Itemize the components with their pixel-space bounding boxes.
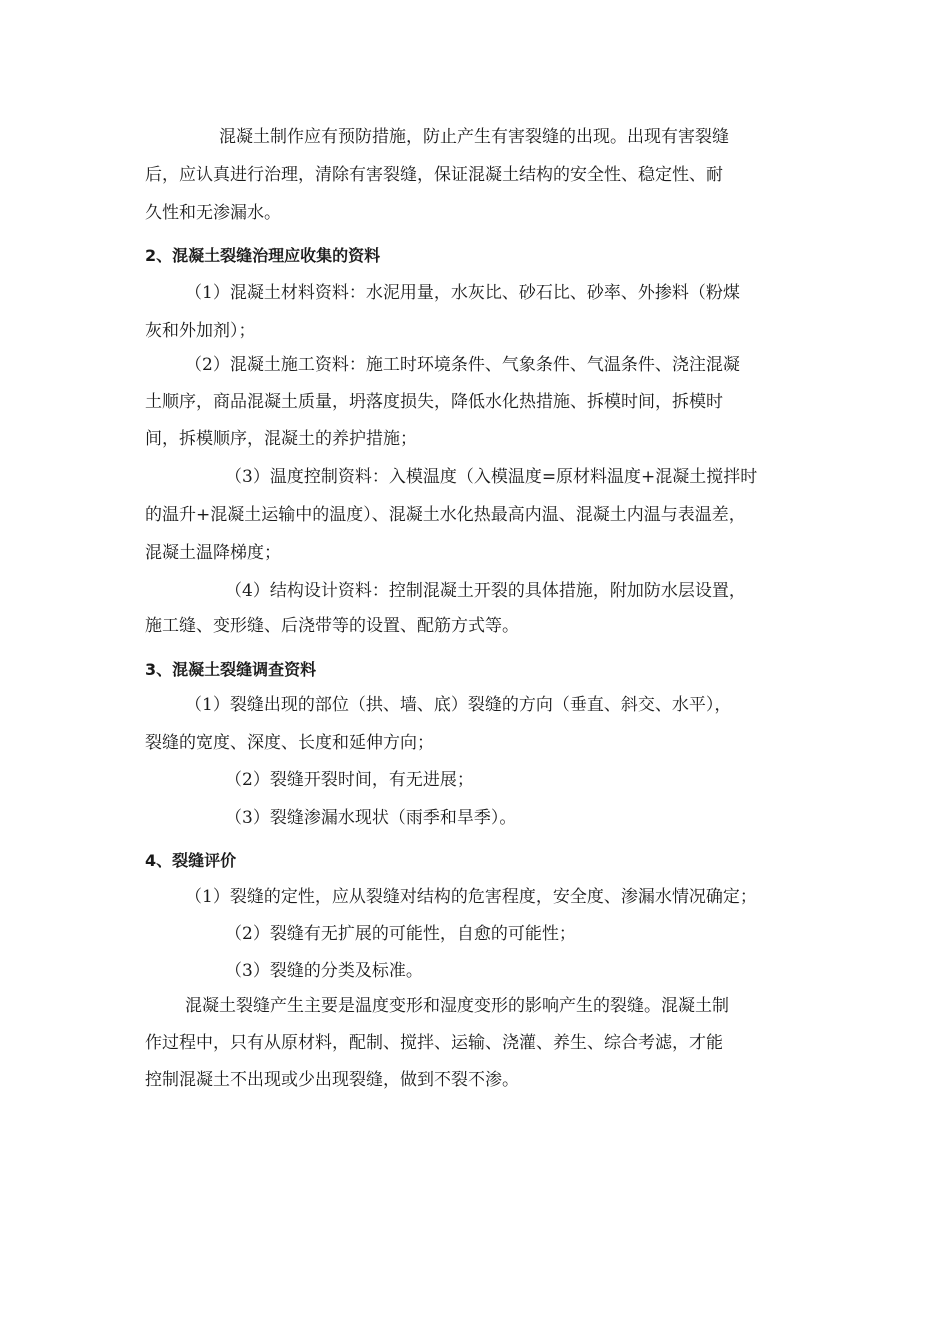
section-2-item-2-line-2: 土顺序，商品混凝土质量，坍落度损失，降低水化热措施、拆模时间，拆模时: [145, 392, 723, 412]
section-2-heading: 2、混凝土裂缝治理应收集的资料: [145, 246, 381, 265]
section-4-heading: 4、裂缝评价: [145, 851, 237, 870]
conclusion-line-3: 控制混凝土不出现或少出现裂缝，做到不裂不渗。: [145, 1070, 519, 1090]
section-3-item-3: （3）裂缝渗漏水现状（雨季和旱季）。: [225, 808, 517, 828]
section-2-item-4-line-2: 施工缝、变形缝、后浇带等的设置、配筋方式等。: [145, 616, 519, 636]
conclusion-line-1: 混凝土裂缝产生主要是温度变形和湿度变形的影响产生的裂缝。混凝土制: [185, 996, 729, 1016]
section-4-item-3: （3）裂缝的分类及标准。: [225, 961, 423, 981]
intro-line-1: 混凝土制作应有预防措施，防止产生有害裂缝的出现。出现有害裂缝: [219, 127, 729, 147]
section-2-item-1-line-1: （1）混凝土材料资料：水泥用量，水灰比、砂石比、砂率、外掺料（粉煤: [185, 283, 740, 303]
section-2-item-4-line-1: （4）结构设计资料：控制混凝土开裂的具体措施，附加防水层设置，: [225, 581, 746, 601]
section-3-item-2: （2）裂缝开裂时间，有无进展；: [225, 770, 474, 790]
section-4-item-2: （2）裂缝有无扩展的可能性，自愈的可能性；: [225, 924, 576, 944]
section-2-item-2-line-1: （2）混凝土施工资料：施工时环境条件、气象条件、气温条件、浇注混凝: [185, 355, 740, 375]
intro-line-3: 久性和无渗漏水。: [145, 203, 281, 223]
intro-line-2: 后，应认真进行治理，清除有害裂缝，保证混凝土结构的安全性、稳定性、耐: [145, 165, 723, 185]
section-2-item-2-line-3: 间，拆模顺序，混凝土的养护措施；: [145, 429, 417, 449]
section-3-heading: 3、混凝土裂缝调查资料: [145, 660, 317, 679]
section-4-item-1: （1）裂缝的定性，应从裂缝对结构的危害程度，安全度、渗漏水情况确定；: [185, 887, 757, 907]
section-2-item-1-line-2: 灰和外加剂）；: [145, 321, 256, 341]
section-2-item-3-line-3: 混凝土温降梯度；: [145, 543, 281, 563]
section-2-item-3-line-2: 的温升+混凝土运输中的温度）、混凝土水化热最高内温、混凝土内温与表温差，: [145, 505, 746, 525]
section-3-item-1-line-2: 裂缝的宽度、深度、长度和延伸方向；: [145, 733, 434, 753]
section-2-item-3-line-1: （3）温度控制资料：入模温度（入模温度=原材料温度+混凝土搅拌时: [225, 467, 758, 487]
section-3-item-1-line-1: （1）裂缝出现的部位（拱、墙、底）裂缝的方向（垂直、斜交、水平），: [185, 695, 732, 715]
conclusion-line-2: 作过程中，只有从原材料，配制、搅拌、运输、浇灌、养生、综合考滤，才能: [145, 1033, 723, 1053]
